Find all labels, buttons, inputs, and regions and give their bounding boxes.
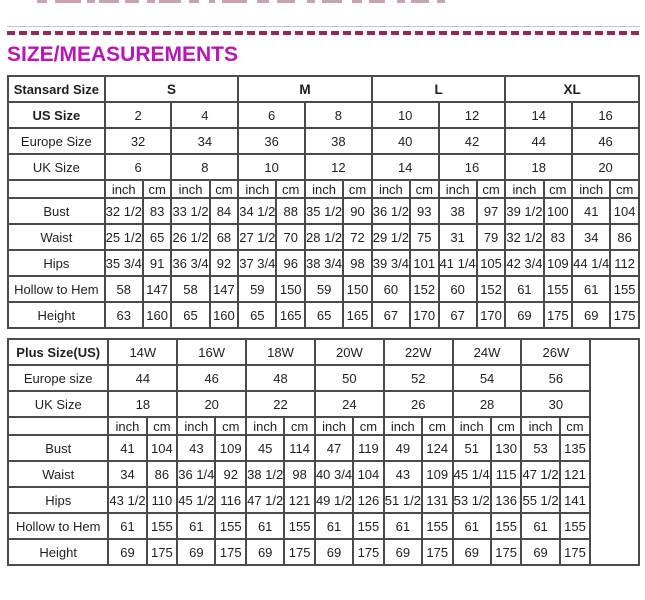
size-value-cell: 12	[305, 154, 372, 180]
size-group-cell: L	[372, 76, 506, 102]
standard-size-table	[7, 75, 640, 329]
measure-value-cell: 60	[372, 276, 410, 302]
measure-value-cell: 49 1/2	[315, 487, 353, 513]
measure-value-cell: 88	[276, 198, 305, 224]
measure-value-cell: 36 1/2	[372, 198, 410, 224]
measure-value-cell: 39 1/2	[505, 198, 543, 224]
unit-cell: inch	[439, 180, 477, 198]
measure-value-cell: 109	[215, 435, 246, 461]
measure-value-cell: 175	[491, 539, 522, 565]
measure-value-cell: 155	[422, 513, 453, 539]
unit-cell: inch	[246, 417, 284, 435]
size-value-cell: 40	[372, 128, 439, 154]
measure-value-cell: 43 1/2	[108, 487, 146, 513]
table-row	[8, 487, 639, 513]
row-label: Waist	[8, 461, 108, 487]
size-value-cell: 28	[453, 391, 522, 417]
unit-cell: inch	[105, 180, 143, 198]
unit-cell: cm	[147, 417, 178, 435]
measure-value-cell: 79	[477, 224, 506, 250]
measure-value-cell: 116	[215, 487, 246, 513]
measure-value-cell: 61	[505, 276, 543, 302]
measure-value-cell: 41	[572, 198, 610, 224]
measure-value-cell: 41 1/4	[439, 250, 477, 276]
unit-cell: inch	[108, 417, 146, 435]
measure-value-cell: 109	[422, 461, 453, 487]
measure-value-cell: 92	[210, 250, 239, 276]
size-value-cell: 8	[305, 102, 372, 128]
measure-value-cell: 61	[384, 513, 422, 539]
size-value-cell: 6	[238, 102, 305, 128]
cropped-text-mark	[125, 0, 139, 3]
measure-value-cell: 67	[439, 302, 477, 328]
size-value-cell: 12	[439, 102, 506, 128]
unit-cell: cm	[143, 180, 172, 198]
measure-value-cell: 69	[246, 539, 284, 565]
size-value-cell: 16	[572, 102, 639, 128]
unit-cell: inch	[238, 180, 276, 198]
table-row	[8, 250, 639, 276]
unit-cell: cm	[477, 180, 506, 198]
table-row	[8, 224, 639, 250]
measure-value-cell: 175	[353, 539, 384, 565]
size-group-cell: S	[105, 76, 239, 102]
cropped-text-mark	[87, 0, 95, 3]
measure-value-cell: 92	[215, 461, 246, 487]
measure-value-cell: 65	[305, 302, 343, 328]
cropped-text-mark	[55, 0, 81, 3]
measure-value-cell: 61	[521, 513, 559, 539]
measure-value-cell: 37 3/4	[238, 250, 276, 276]
standard-size-header: Stansard Size	[8, 76, 105, 102]
cropped-text-mark	[37, 0, 47, 3]
plus-size-table	[7, 338, 640, 566]
measure-value-cell: 25 1/2	[105, 224, 143, 250]
plus-size-cell: 16W	[177, 339, 246, 365]
measure-value-cell: 119	[353, 435, 384, 461]
measure-value-cell: 175	[610, 302, 639, 328]
measure-value-cell: 34	[572, 224, 610, 250]
size-value-cell: 24	[315, 391, 384, 417]
unit-cell: cm	[410, 180, 439, 198]
cropped-text-mark	[369, 0, 385, 3]
measure-value-cell: 175	[284, 539, 315, 565]
measure-value-cell: 61	[572, 276, 610, 302]
table-row	[8, 276, 639, 302]
row-label: Europe Size	[8, 128, 105, 154]
cropped-text-mark	[437, 0, 445, 3]
measure-value-cell: 165	[343, 302, 372, 328]
size-value-cell: 14	[505, 102, 572, 128]
measure-value-cell: 58	[105, 276, 143, 302]
measure-value-cell: 58	[171, 276, 209, 302]
cropped-text-mark	[99, 0, 119, 3]
cropped-text-mark	[222, 0, 247, 3]
size-value-cell: 20	[572, 154, 639, 180]
measure-value-cell: 90	[343, 198, 372, 224]
measure-value-cell: 175	[422, 539, 453, 565]
measure-value-cell: 110	[147, 487, 178, 513]
size-value-cell: 18	[505, 154, 572, 180]
size-value-cell: 52	[384, 365, 453, 391]
measure-value-cell: 53	[521, 435, 559, 461]
size-value-cell: 48	[246, 365, 315, 391]
measure-value-cell: 69	[572, 302, 610, 328]
size-value-cell: 10	[238, 154, 305, 180]
unit-cell: inch	[305, 180, 343, 198]
measure-value-cell: 83	[143, 198, 172, 224]
measure-value-cell: 155	[215, 513, 246, 539]
measure-value-cell: 126	[353, 487, 384, 513]
measure-value-cell: 155	[491, 513, 522, 539]
plus-size-cell: 24W	[453, 339, 522, 365]
measure-value-cell: 70	[276, 224, 305, 250]
measure-value-cell: 69	[315, 539, 353, 565]
measure-value-cell: 165	[276, 302, 305, 328]
measure-value-cell: 69	[108, 539, 146, 565]
size-group-cell: M	[238, 76, 372, 102]
row-label: Height	[8, 539, 108, 565]
size-value-cell: 46	[572, 128, 639, 154]
plus-size-header: Plus Size(US)	[8, 339, 108, 365]
size-value-cell: 56	[521, 365, 590, 391]
unit-cell: cm	[284, 417, 315, 435]
divider-dashed-line	[7, 31, 640, 35]
divider-thin-line	[7, 26, 640, 27]
measure-value-cell: 160	[210, 302, 239, 328]
empty-cell	[8, 417, 108, 435]
measure-value-cell: 100	[544, 198, 573, 224]
measure-value-cell: 135	[560, 435, 591, 461]
size-value-cell: 44	[505, 128, 572, 154]
measure-value-cell: 61	[315, 513, 353, 539]
measure-value-cell: 69	[177, 539, 215, 565]
measure-value-cell: 155	[560, 513, 591, 539]
size-value-cell: 16	[439, 154, 506, 180]
unit-cell: cm	[560, 417, 591, 435]
table-row	[8, 198, 639, 224]
measure-value-cell: 51	[453, 435, 491, 461]
row-label: Hollow to Hem	[8, 276, 105, 302]
measure-value-cell: 43	[384, 461, 422, 487]
measure-value-cell: 155	[353, 513, 384, 539]
measure-value-cell: 104	[147, 435, 178, 461]
unit-cell: inch	[171, 180, 209, 198]
unit-cell: cm	[210, 180, 239, 198]
measure-value-cell: 152	[410, 276, 439, 302]
unit-cell: cm	[276, 180, 305, 198]
plus-size-cell: 22W	[384, 339, 453, 365]
table-row	[8, 128, 639, 154]
measure-value-cell: 141	[560, 487, 591, 513]
cropped-text-mark	[277, 0, 295, 3]
plus-size-cell: 14W	[108, 339, 177, 365]
size-value-cell: 8	[171, 154, 238, 180]
measure-value-cell: 67	[372, 302, 410, 328]
measure-value-cell: 175	[147, 539, 178, 565]
measure-value-cell: 27 1/2	[238, 224, 276, 250]
cropped-text-mark	[189, 0, 199, 3]
measure-value-cell: 96	[276, 250, 305, 276]
unit-cell: inch	[315, 417, 353, 435]
cropped-text-mark	[307, 0, 315, 3]
measure-value-cell: 34	[108, 461, 146, 487]
row-label: Hips	[8, 250, 105, 276]
unit-cell: inch	[572, 180, 610, 198]
size-value-cell: 46	[177, 365, 246, 391]
size-value-cell: 2	[105, 102, 172, 128]
measure-value-cell: 61	[108, 513, 146, 539]
measure-value-cell: 91	[143, 250, 172, 276]
measure-value-cell: 98	[284, 461, 315, 487]
cropped-text-mark	[147, 0, 155, 3]
measure-value-cell: 147	[210, 276, 239, 302]
measure-value-cell: 121	[284, 487, 315, 513]
table-row	[8, 513, 639, 539]
measure-value-cell: 55 1/2	[521, 487, 559, 513]
size-value-cell: 38	[305, 128, 372, 154]
cropped-text-mark	[411, 0, 429, 3]
measure-value-cell: 61	[246, 513, 284, 539]
plus-table-body	[8, 339, 639, 565]
row-label: US Size	[8, 102, 105, 128]
page-title: SIZE/MEASUREMENTS	[7, 43, 239, 66]
table-row	[8, 417, 639, 435]
size-value-cell: 34	[171, 128, 238, 154]
cropped-text-mark	[159, 0, 181, 3]
measure-value-cell: 130	[491, 435, 522, 461]
row-label: Bust	[8, 435, 108, 461]
measure-value-cell: 155	[147, 513, 178, 539]
unit-cell: inch	[453, 417, 491, 435]
table-row	[8, 302, 639, 328]
size-value-cell: 44	[108, 365, 177, 391]
measure-value-cell: 36 1/4	[177, 461, 215, 487]
measure-value-cell: 59	[238, 276, 276, 302]
measure-value-cell: 104	[610, 198, 639, 224]
row-label: Height	[8, 302, 105, 328]
plus-size-cell: 26W	[521, 339, 590, 365]
measure-value-cell: 41	[108, 435, 146, 461]
measure-value-cell: 32 1/2	[105, 198, 143, 224]
measure-value-cell: 59	[305, 276, 343, 302]
table-row	[8, 339, 639, 365]
measure-value-cell: 51 1/2	[384, 487, 422, 513]
measure-value-cell: 49	[384, 435, 422, 461]
cropped-text-mark	[257, 0, 269, 3]
size-value-cell: 10	[372, 102, 439, 128]
table-row	[8, 365, 639, 391]
measure-value-cell: 152	[477, 276, 506, 302]
measure-value-cell: 38 3/4	[305, 250, 343, 276]
measure-value-cell: 75	[410, 224, 439, 250]
measure-value-cell: 44 1/4	[572, 250, 610, 276]
size-value-cell: 14	[372, 154, 439, 180]
size-value-cell: 20	[177, 391, 246, 417]
size-value-cell: 50	[315, 365, 384, 391]
size-value-cell: 54	[453, 365, 522, 391]
empty-column-cell	[590, 339, 639, 565]
unit-cell: cm	[544, 180, 573, 198]
size-value-cell: 6	[105, 154, 172, 180]
measure-value-cell: 38	[439, 198, 477, 224]
measure-value-cell: 72	[343, 224, 372, 250]
empty-cell	[8, 180, 105, 198]
size-value-cell: 42	[439, 128, 506, 154]
table-row	[8, 539, 639, 565]
measure-value-cell: 115	[491, 461, 522, 487]
size-value-cell: 36	[238, 128, 305, 154]
plus-size-cell: 20W	[315, 339, 384, 365]
standard-table-body	[8, 76, 639, 328]
size-value-cell: 4	[171, 102, 238, 128]
measure-value-cell: 114	[284, 435, 315, 461]
measure-value-cell: 60	[439, 276, 477, 302]
measure-value-cell: 65	[238, 302, 276, 328]
measure-value-cell: 45 1/2	[177, 487, 215, 513]
measure-value-cell: 104	[353, 461, 384, 487]
measure-value-cell: 34 1/2	[238, 198, 276, 224]
unit-cell: cm	[343, 180, 372, 198]
measure-value-cell: 65	[171, 302, 209, 328]
measure-value-cell: 121	[560, 461, 591, 487]
cropped-text-artifact	[7, 0, 640, 6]
measure-value-cell: 112	[610, 250, 639, 276]
table-row	[8, 102, 639, 128]
row-label: Europe size	[8, 365, 108, 391]
measure-value-cell: 84	[210, 198, 239, 224]
measure-value-cell: 101	[410, 250, 439, 276]
row-label: Waist	[8, 224, 105, 250]
measure-value-cell: 35 3/4	[105, 250, 143, 276]
unit-cell: cm	[215, 417, 246, 435]
measure-value-cell: 97	[477, 198, 506, 224]
measure-value-cell: 42 3/4	[505, 250, 543, 276]
measure-value-cell: 86	[147, 461, 178, 487]
unit-cell: inch	[384, 417, 422, 435]
size-value-cell: 22	[246, 391, 315, 417]
measure-value-cell: 155	[610, 276, 639, 302]
table-row	[8, 180, 639, 198]
measure-value-cell: 38 1/2	[246, 461, 284, 487]
measure-value-cell: 93	[410, 198, 439, 224]
measure-value-cell: 69	[505, 302, 543, 328]
measure-value-cell: 155	[284, 513, 315, 539]
measure-value-cell: 40 3/4	[315, 461, 353, 487]
plus-size-cell: 18W	[246, 339, 315, 365]
unit-cell: cm	[422, 417, 453, 435]
unit-cell: cm	[491, 417, 522, 435]
measure-value-cell: 131	[422, 487, 453, 513]
size-value-cell: 32	[105, 128, 172, 154]
measure-value-cell: 68	[210, 224, 239, 250]
measure-value-cell: 86	[610, 224, 639, 250]
row-label: Hollow to Hem	[8, 513, 108, 539]
measure-value-cell: 175	[215, 539, 246, 565]
unit-cell: inch	[505, 180, 543, 198]
measure-value-cell: 147	[143, 276, 172, 302]
measure-value-cell: 47	[315, 435, 353, 461]
measure-value-cell: 69	[384, 539, 422, 565]
measure-value-cell: 29 1/2	[372, 224, 410, 250]
measure-value-cell: 98	[343, 250, 372, 276]
row-label: UK Size	[8, 391, 108, 417]
table-row	[8, 461, 639, 487]
measure-value-cell: 124	[422, 435, 453, 461]
measure-value-cell: 136	[491, 487, 522, 513]
measure-value-cell: 65	[143, 224, 172, 250]
measure-value-cell: 45 1/4	[453, 461, 491, 487]
measure-value-cell: 175	[560, 539, 591, 565]
measure-value-cell: 32 1/2	[505, 224, 543, 250]
measure-value-cell: 150	[343, 276, 372, 302]
measure-value-cell: 150	[276, 276, 305, 302]
measure-value-cell: 53 1/2	[453, 487, 491, 513]
size-value-cell: 26	[384, 391, 453, 417]
measure-value-cell: 105	[477, 250, 506, 276]
size-group-cell: XL	[505, 76, 639, 102]
measure-value-cell: 28 1/2	[305, 224, 343, 250]
measure-value-cell: 31	[439, 224, 477, 250]
measure-value-cell: 33 1/2	[171, 198, 209, 224]
measure-value-cell: 109	[544, 250, 573, 276]
measure-value-cell: 36 3/4	[171, 250, 209, 276]
measure-value-cell: 160	[143, 302, 172, 328]
size-value-cell: 30	[521, 391, 590, 417]
measure-value-cell: 155	[544, 276, 573, 302]
measure-value-cell: 170	[410, 302, 439, 328]
measure-value-cell: 63	[105, 302, 143, 328]
cropped-text-mark	[352, 0, 362, 3]
measure-value-cell: 43	[177, 435, 215, 461]
unit-cell: inch	[372, 180, 410, 198]
table-row	[8, 76, 639, 102]
table-row	[8, 435, 639, 461]
measure-value-cell: 175	[544, 302, 573, 328]
cropped-text-mark	[397, 0, 405, 3]
measure-value-cell: 83	[544, 224, 573, 250]
size-value-cell: 18	[108, 391, 177, 417]
measure-value-cell: 61	[453, 513, 491, 539]
table-row	[8, 391, 639, 417]
measure-value-cell: 61	[177, 513, 215, 539]
unit-cell: inch	[521, 417, 559, 435]
unit-cell: cm	[353, 417, 384, 435]
measure-value-cell: 45	[246, 435, 284, 461]
measure-value-cell: 47 1/2	[521, 461, 559, 487]
measure-value-cell: 69	[453, 539, 491, 565]
unit-cell: cm	[610, 180, 639, 198]
measure-value-cell: 35 1/2	[305, 198, 343, 224]
row-label: Hips	[8, 487, 108, 513]
measure-value-cell: 39 3/4	[372, 250, 410, 276]
unit-cell: inch	[177, 417, 215, 435]
cropped-text-mark	[209, 0, 215, 3]
cropped-text-mark	[322, 0, 342, 3]
measure-value-cell: 170	[477, 302, 506, 328]
row-label: Bust	[8, 198, 105, 224]
measure-value-cell: 47 1/2	[246, 487, 284, 513]
row-label: UK Size	[8, 154, 105, 180]
measure-value-cell: 69	[521, 539, 559, 565]
table-row	[8, 154, 639, 180]
measure-value-cell: 26 1/2	[171, 224, 209, 250]
